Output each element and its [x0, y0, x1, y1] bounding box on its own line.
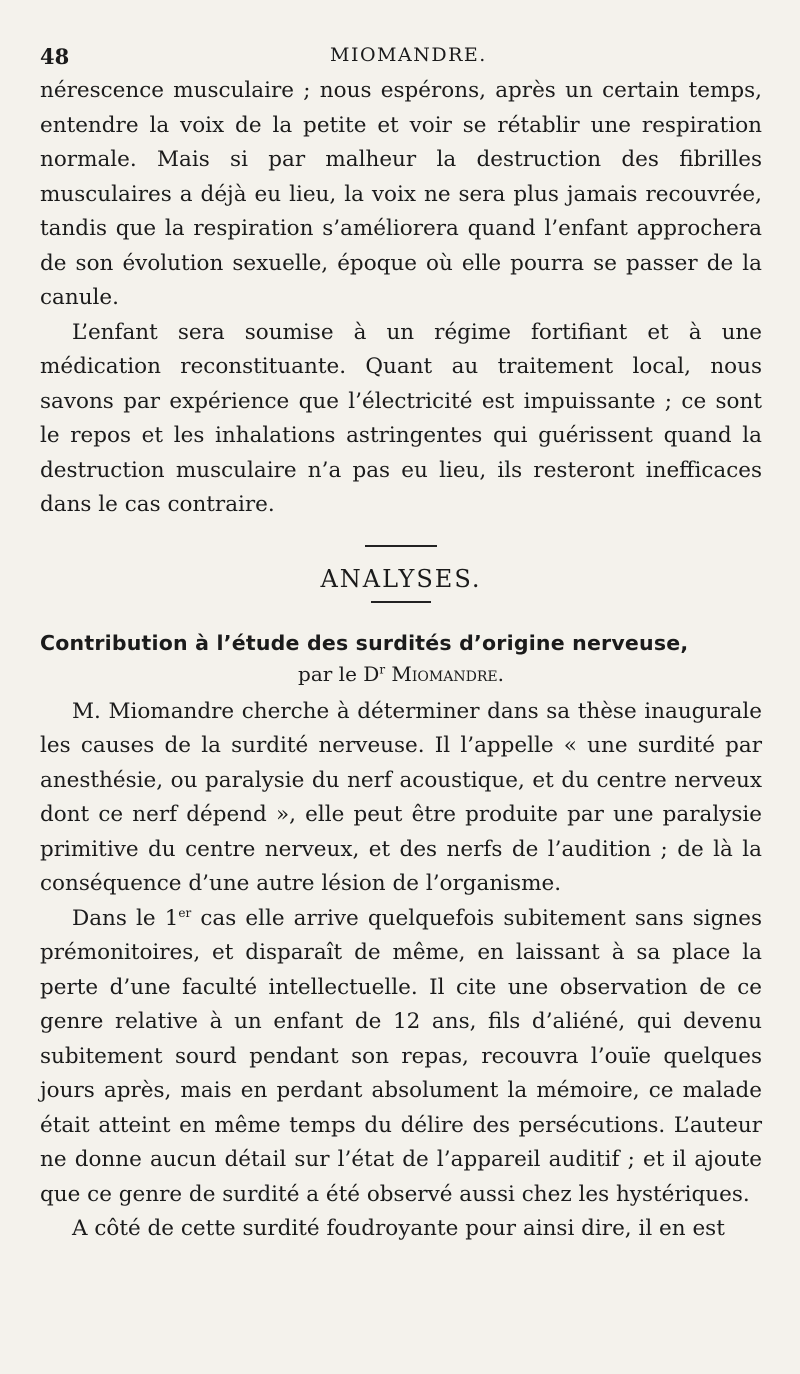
page-number: 48: [40, 44, 70, 69]
p2-prefix: Dans le 1: [72, 905, 179, 931]
paragraph-article-2: [40, 902, 762, 1213]
heading-underline: [371, 601, 431, 603]
paragraph-article-1: M. Miomandre cherche à déterminer dans sa thèse inaugurale les causes de la surdité nerveuse. Il l’appelle « une surdité par anesthésie, ou paralysie du nerf acoustique, et du centre nerveux dont ce nerf dépend », elle peut être produite par une paralysie primitive du centre nerveux, et des nerfs de l’audition ; de là la conséquence d’une autre lésion de l’organisme.: [40, 698, 762, 896]
p2-superscript: er: [178, 905, 192, 920]
byline-author: Miomandre.: [391, 661, 504, 686]
byline-prefix: par le D: [298, 661, 380, 686]
book-page: [40, 0, 762, 1374]
section-heading: ANALYSES.: [320, 564, 482, 593]
body-text: [40, 74, 762, 1247]
article-title: Contribution à l’étude des surdités d’origine nerveuse,: [40, 630, 689, 655]
paragraph-treatment: L’enfant sera soumise à un régime fortifiant et à une médication reconstituante. Quant au traitement local, nous savons par expérience que l’électricité est impuissante ; ce sont le repos et les inhalations astringentes qui guérissent quand la destruction musculaire n’a pas eu lieu, ils resteront inefficaces dans le cas contraire.: [40, 319, 762, 517]
p2-rest: cas elle arrive quelquefois subitement sans signes prémonitoires, et disparaît de même, en laissant à sa place la perte d’une faculté intellectuelle. Il cite une observation de ce genre relative à un enfant de 12 ans, fils d’aliéné, qui devenu subitement sourd pendant son repas, recouvra l’ouïe quelques jours après, mais en perdant absolument la mémoire, ce malade était atteint en même temps du délire des persécutions. L’auteur ne donne aucun détail sur l’état de l’appareil auditif ; et il ajoute que ce genre de surdité a été observé aussi chez les hystériques.: [40, 905, 762, 1207]
paragraph-continued: nérescence musculaire ; nous espérons, après un certain temps, entendre la voix de la petite et voir se rétablir une respiration normale. Mais si par malheur la destruction des fibrilles musculaires a déjà eu lieu, la voix ne sera plus jamais recouvrée, tandis que la respiration s’améliorera quand l’enfant approchera de son évolution sexuelle, époque où elle pourra se passer de la canule.: [40, 78, 762, 310]
section-divider: [365, 545, 437, 547]
paragraph-article-3: A côté de cette surdité foudroyante pour ainsi dire, il en est: [72, 1216, 725, 1241]
article-byline: [40, 659, 762, 689]
byline-superscript: r: [379, 661, 386, 676]
running-title: MIOMANDRE.: [330, 44, 487, 66]
running-header: [40, 38, 762, 68]
